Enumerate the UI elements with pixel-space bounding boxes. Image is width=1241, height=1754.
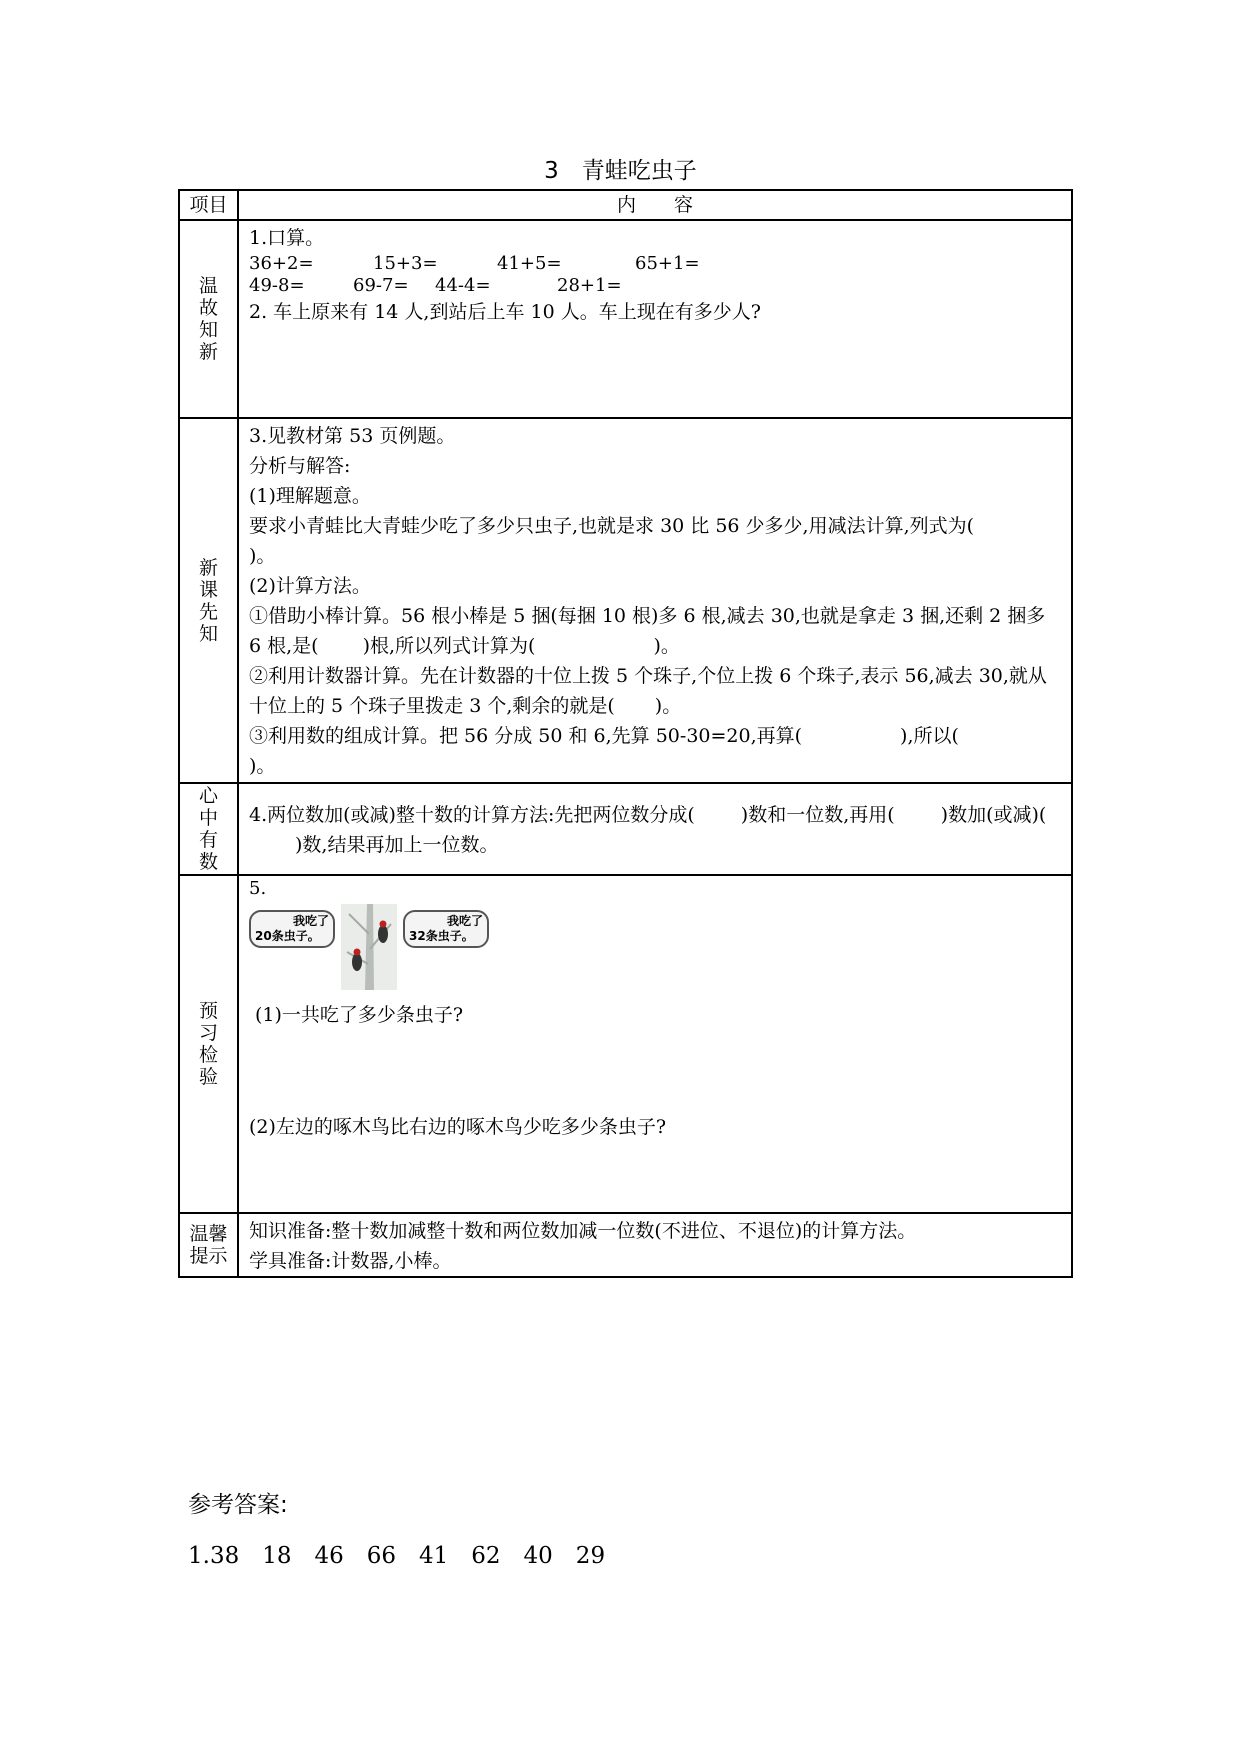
woodpecker-tree-icon (341, 904, 397, 990)
q5-part-2: (2)左边的啄木鸟比右边的啄木鸟少吃多少条虫子? (249, 1116, 667, 1138)
q5-heading: 5. (249, 878, 267, 899)
mental-row-2 (249, 275, 1063, 297)
step-2-heading: (2)计算方法。 (249, 575, 371, 597)
speech-bubble-left: 我吃了 20条虫子。 (249, 910, 335, 948)
section-label: 心中有数 (179, 783, 238, 875)
method-composition: ③利用数的组成计算。把 56 分成 50 和 6,先算 50-30=20,再算( ),所以( (249, 725, 959, 747)
section-review (179, 220, 1072, 418)
answers-line: 1.38 18 46 66 41 62 40 29 (188, 1543, 606, 1569)
method-sticks: ①借助小棒计算。56 根小棒是 5 捆(每捆 10 根)多 6 根,减去 30,也就是拿走 3 捆,还剩 2 捆多 6 根,是( )根,所以列式计算为( )。 (249, 605, 1046, 657)
step-1-text-end: )。 (249, 545, 276, 567)
section-label: 温馨提示 (179, 1213, 238, 1277)
worksheet-table (178, 189, 1073, 1278)
section-label: 预习检验 (179, 875, 238, 1213)
calc-item: 36+2= (249, 253, 314, 274)
q5-part-1: (1)一共吃了多少条虫子? (255, 1004, 464, 1026)
q3-heading: 3.见教材第 53 页例题。 (249, 425, 456, 447)
woodpecker-illustration (249, 904, 489, 990)
section-content (238, 220, 1072, 418)
section-check (179, 875, 1072, 1213)
section-content (238, 875, 1072, 1213)
calc-item: 44-4= (435, 275, 491, 296)
section-content (238, 418, 1072, 783)
section-label: 温故知新 (179, 220, 238, 418)
q4-text: 4.两位数加(或减)整十数的计算方法:先把两位数分成( )数和一位数,再用( )数加(或减)()数,结果再加上一位数。 (249, 804, 1047, 856)
section-label: 新课先知 (179, 418, 238, 783)
section-tips (179, 1213, 1072, 1277)
answers-heading: 参考答案: (188, 1492, 288, 1518)
calc-item: 28+1= (557, 275, 622, 296)
calc-item: 49-8= (249, 275, 305, 296)
header-content: 内 容 (238, 190, 1072, 220)
calc-item: 41+5= (497, 253, 562, 274)
mental-row-1 (249, 253, 1063, 275)
tools-prep: 学具准备:计数器,小棒。 (249, 1250, 452, 1272)
q1-heading: 1.口算。 (249, 227, 325, 249)
analysis-heading: 分析与解答: (249, 455, 351, 477)
header-row (179, 190, 1072, 220)
q2-text: 2. 车上原来有 14 人,到站后上车 10 人。车上现在有多少人? (249, 301, 761, 323)
speech-bubble-right: 我吃了 32条虫子。 (403, 910, 489, 948)
calc-item: 65+1= (635, 253, 700, 274)
page-title: 3 青蛙吃虫子 (544, 158, 697, 184)
calc-item: 15+3= (373, 253, 438, 274)
knowledge-prep: 知识准备:整十数加减整十数和两位数加减一位数(不进位、不退位)的计算方法。 (249, 1220, 917, 1242)
header-item: 项目 (179, 190, 238, 220)
section-content (238, 1213, 1072, 1277)
section-summary (179, 783, 1072, 875)
method-composition-end: )。 (249, 755, 276, 777)
step-1-text: 要求小青蛙比大青蛙少吃了多少只虫子,也就是求 30 比 56 少多少,用减法计算,列式为( (249, 515, 975, 537)
section-content (238, 783, 1072, 875)
section-preview (179, 418, 1072, 783)
method-abacus: ②利用计数器计算。先在计数器的十位上拨 5 个珠子,个位上拨 6 个珠子,表示 56,减去 30,就从十位上的 5 个珠子里拨走 3 个,剩余的就是( )。 (249, 665, 1047, 717)
step-1-heading: (1)理解题意。 (249, 485, 371, 507)
calc-item: 69-7= (353, 275, 409, 296)
